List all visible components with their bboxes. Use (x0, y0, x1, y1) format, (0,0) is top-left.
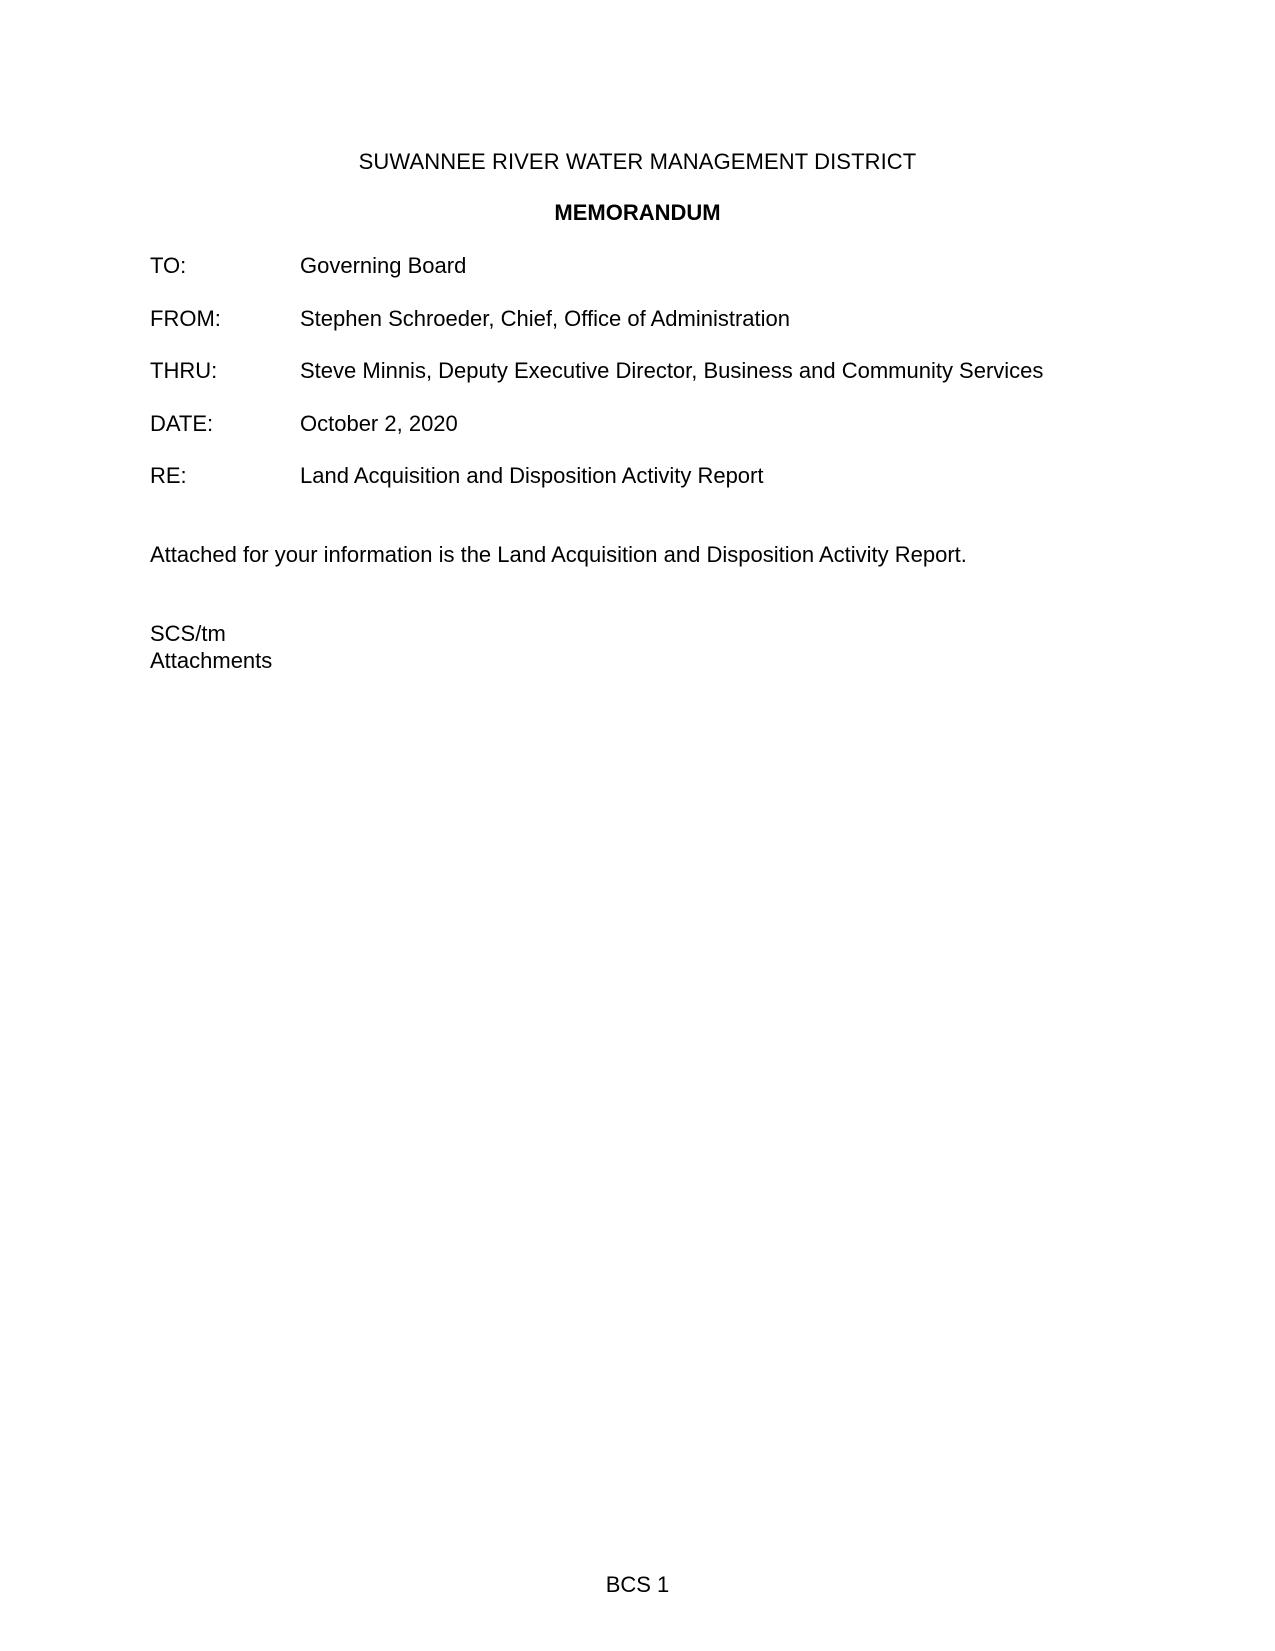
to-field (150, 252, 1150, 280)
thru-value: Steve Minnis, Deputy Executive Director, Business and Community Services (300, 358, 1044, 383)
author-initials: SCS/tm (150, 621, 226, 646)
page-footer-label: BCS 1 (605, 1572, 670, 1597)
date-label: DATE: (150, 411, 214, 436)
thru-label: THRU: (150, 358, 218, 383)
re-label: RE: (150, 463, 187, 488)
from-value: Stephen Schroeder, Chief, Office of Administration (300, 306, 790, 331)
from-field (150, 305, 1150, 333)
date-field (150, 410, 1150, 438)
memo-body-paragraph: Attached for your information is the Land Acquisition and Disposition Activity Report. (150, 542, 967, 567)
from-label: FROM: (150, 306, 221, 331)
organization-name: SUWANNEE RIVER WATER MANAGEMENT DISTRICT (358, 149, 917, 174)
to-label: TO: (150, 253, 187, 278)
thru-field (150, 357, 1150, 385)
re-value: Land Acquisition and Disposition Activity Report (300, 463, 764, 488)
re-field (150, 462, 1150, 490)
to-value: Governing Board (300, 253, 467, 278)
memo-title: MEMORANDUM (554, 200, 721, 225)
attachments-note: Attachments (150, 648, 273, 673)
date-value: October 2, 2020 (300, 411, 458, 436)
